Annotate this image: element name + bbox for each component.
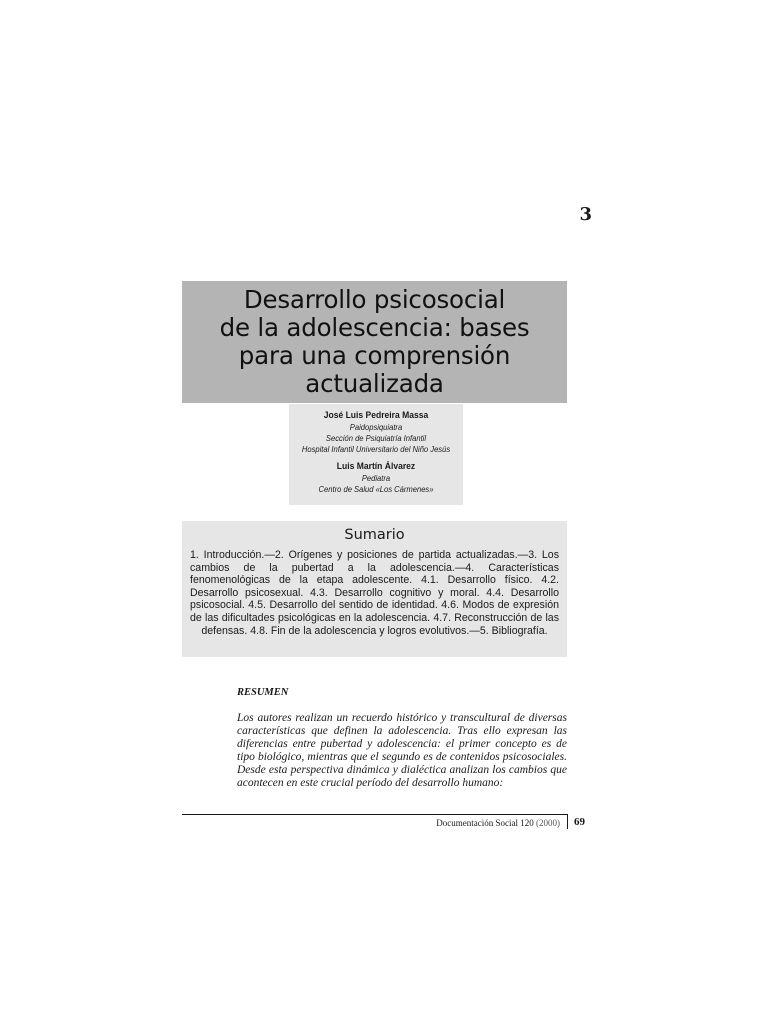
author-affiliation: Hospital Infantil Universitario del Niño Jesús bbox=[301, 445, 451, 454]
journal-name: Documentación Social 120 bbox=[436, 818, 534, 828]
author-name: Luis Martín Álvarez bbox=[336, 461, 416, 472]
title-line: Desarrollo psicosocial bbox=[243, 285, 506, 314]
author-role: Paidopsiquiatra bbox=[349, 423, 403, 432]
article-title bbox=[220, 286, 530, 398]
author-affiliation: Sección de Psiquiatría Infantil bbox=[325, 434, 427, 443]
author-name: José Luis Pedreira Massa bbox=[323, 410, 429, 421]
summary-heading: Sumario bbox=[344, 527, 405, 543]
author-role: Pediatra bbox=[361, 474, 391, 483]
footer-divider bbox=[567, 814, 568, 829]
title-box bbox=[182, 281, 567, 403]
page-number: 69 bbox=[574, 816, 585, 828]
resumen-heading: RESUMEN bbox=[237, 687, 289, 698]
summary-body: 1. Introducción.—2. Orígenes y posiciones de partida actualizadas.—3. Los cambios de la pubertad a la adolescencia.—4. Características fenomenológicas de la etapa adolescente. 4.1. Desarrollo físico. 4.2. Desarrollo psicosexual. 4.3. Desarrollo cognitivo y moral. 4.4. Desarrollo psicosocial. 4.5. Desarrollo del sentido de identidad. 4.6. Modos de expresión de las dificultades psicológicas en la adolescencia. 4.7. Reconstrucción de las defensas. 4.8. Fin de la adolescencia y logros evolutivos.—5. Bibliografía. bbox=[190, 549, 559, 637]
title-line: de la adolescencia: bases bbox=[219, 313, 530, 342]
footer-journal bbox=[300, 817, 560, 829]
resumen-body: Los autores realizan un recuerdo histórico y transcultural de diversas características que definen la adolescencia. Tras ello expresan las diferencias entre pubertad y adolescencia: el primer concepto es de tipo biológico, mientras que el segundo es de contenidos psicosociales. Desde esta perspectiva dinámica y dialéctica analizan los cambios que acontecen en este crucial período del desarrollo humano: bbox=[237, 712, 567, 789]
journal-year: (2000) bbox=[536, 818, 560, 828]
summary-box bbox=[182, 521, 567, 657]
chapter-number: 3 bbox=[579, 204, 592, 225]
author-affiliation: Centro de Salud «Los Cármenes» bbox=[318, 485, 434, 494]
resumen-section bbox=[237, 686, 567, 789]
title-line: actualizada bbox=[305, 369, 444, 398]
authors-box bbox=[289, 404, 463, 505]
footer-rule bbox=[182, 814, 567, 815]
title-line: para una comprensión bbox=[238, 341, 511, 370]
